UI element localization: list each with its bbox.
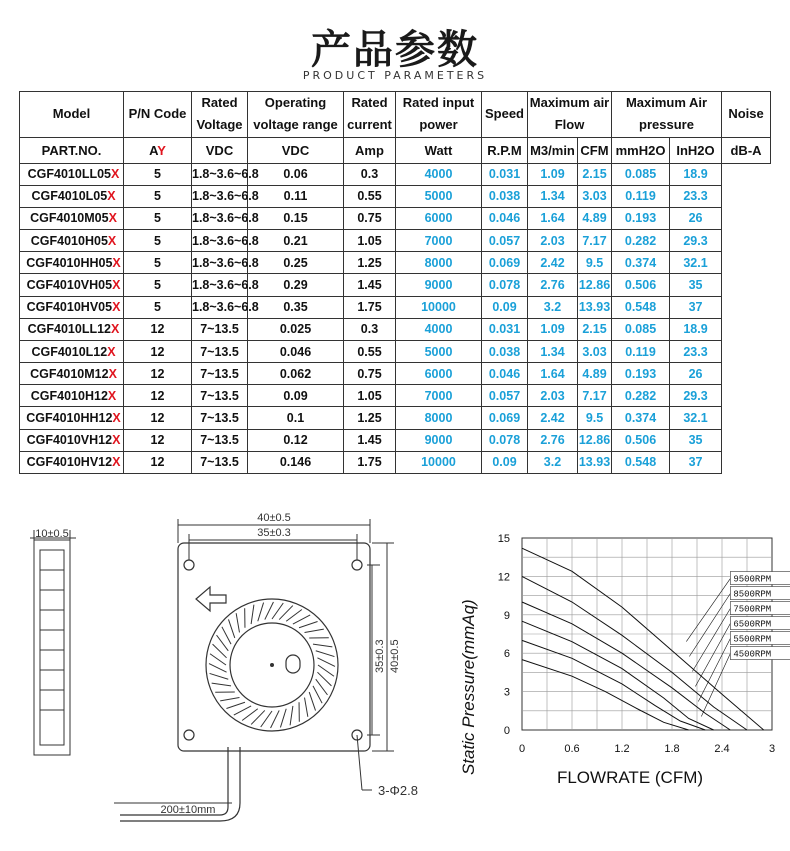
unit-m3min: M3/min [528, 137, 578, 163]
fan-blade [251, 605, 254, 624]
legend-leader [701, 654, 730, 717]
table-row [20, 185, 771, 207]
model-suffix: X [107, 189, 116, 204]
pressure-inh2o-cell: 0.506 [612, 274, 670, 296]
height-outer-label: 40±0.5 [389, 639, 401, 673]
unit-watt: Watt [396, 137, 482, 163]
current-cell: 0.146 [248, 451, 344, 473]
model-suffix: X [112, 255, 121, 270]
fan-blade [309, 692, 315, 711]
noise-cell: 23.3 [670, 340, 722, 362]
power-cell: 1.25 [344, 252, 396, 274]
x-tick-label: 3 [768, 743, 776, 755]
chart-series [522, 548, 764, 730]
fan-blade [316, 679, 328, 695]
header-operating-voltage: Operating voltage range [248, 92, 344, 138]
model-cell [20, 207, 124, 229]
pressure-mmh2o-cell: 4.89 [578, 207, 612, 229]
model-name: CGF4010HH05 [26, 255, 113, 270]
model-name: CGF4010HV05 [26, 300, 113, 315]
pressure-mmh2o-cell: 3.03 [578, 185, 612, 207]
side-view [30, 530, 76, 755]
power-cell: 0.55 [344, 340, 396, 362]
holes-label: 3-Φ2.8 [378, 783, 419, 798]
fan-blade [236, 613, 239, 632]
voltage-range-cell: 7~13.5 [192, 385, 248, 407]
airflow-m3-cell: 0.046 [482, 207, 528, 229]
airflow-m3-cell: 0.09 [482, 451, 528, 473]
power-cell: 0.55 [344, 185, 396, 207]
pressure-inh2o-cell: 0.085 [612, 318, 670, 340]
pressure-mmh2o-cell: 13.93 [578, 296, 612, 318]
legend-label: 5500RPM [733, 634, 772, 645]
voltage-cell: 12 [124, 451, 192, 473]
front-view [120, 543, 370, 821]
airflow-cfm-cell: 1.09 [528, 163, 578, 185]
chart-ylabel: Static Pressure(mmAq) [459, 599, 478, 775]
pq-chart [430, 520, 785, 820]
voltage-range-cell: 1.8~3.6~6.8 [192, 296, 248, 318]
model-suffix: X [111, 322, 120, 337]
page-subtitle: PRODUCT PARAMETERS [302, 69, 488, 82]
power-cell: 1.25 [344, 407, 396, 429]
voltage-range-cell: 7~13.5 [192, 340, 248, 362]
model-name: CGF4010L12 [31, 344, 108, 359]
noise-cell: 35 [670, 274, 722, 296]
airflow-cfm-cell: 1.09 [528, 318, 578, 340]
noise-cell: 18.9 [670, 318, 722, 340]
table-row [20, 429, 771, 451]
speed-cell: 6000 [396, 363, 482, 385]
pressure-inh2o-cell: 0.548 [612, 296, 670, 318]
legend-leader [686, 579, 730, 642]
unit-dba: dB-A [722, 137, 771, 163]
fan-blade [316, 651, 335, 657]
unit-part-no: PART.NO. [20, 137, 124, 163]
voltage-cell: 5 [124, 163, 192, 185]
current-cell: 0.09 [248, 385, 344, 407]
noise-cell: 37 [670, 451, 722, 473]
fan-blade [242, 709, 258, 721]
model-suffix: X [107, 388, 117, 403]
pressure-inh2o-cell: 0.193 [612, 363, 670, 385]
current-cell: 0.062 [248, 363, 344, 385]
airflow-m3-cell: 0.069 [482, 407, 528, 429]
model-cell [20, 230, 124, 252]
fan-blade [258, 603, 264, 622]
chart-legend [686, 572, 790, 717]
model-suffix: X [108, 211, 117, 226]
voltage-range-cell: 1.8~3.6~6.8 [192, 207, 248, 229]
model-cell [20, 318, 124, 340]
voltage-cell: 12 [124, 429, 192, 451]
current-cell: 0.11 [248, 185, 344, 207]
model-name: CGF4010L05 [31, 189, 108, 204]
voltage-cell: 12 [124, 318, 192, 340]
table-row [20, 296, 771, 318]
fan-blade [226, 702, 245, 708]
pressure-inh2o-cell: 0.548 [612, 451, 670, 473]
unit-row [20, 137, 771, 163]
pressure-inh2o-cell: 0.506 [612, 429, 670, 451]
model-cell [20, 429, 124, 451]
fan-blade [305, 698, 308, 717]
fan-blade [210, 673, 229, 679]
voltage-range-cell: 7~13.5 [192, 429, 248, 451]
pressure-inh2o-cell: 0.119 [612, 185, 670, 207]
pressure-inh2o-cell: 0.085 [612, 163, 670, 185]
airflow-cfm-cell: 2.03 [528, 385, 578, 407]
speed-cell: 8000 [396, 252, 482, 274]
power-cell: 1.75 [344, 451, 396, 473]
airflow-m3-cell: 0.031 [482, 163, 528, 185]
pressure-inh2o-cell: 0.193 [612, 207, 670, 229]
model-suffix: X [112, 433, 121, 448]
header-pn-code: P/N Code [124, 92, 192, 138]
power-cell: 1.45 [344, 274, 396, 296]
pressure-mmh2o-cell: 13.93 [578, 451, 612, 473]
header-rated-power: Rated input power [396, 92, 482, 138]
noise-cell: 26 [670, 207, 722, 229]
airflow-m3-cell: 0.038 [482, 340, 528, 362]
fan-blade [290, 706, 293, 725]
voltage-range-cell: 7~13.5 [192, 318, 248, 340]
unit-cfm: CFM [578, 137, 612, 163]
legend-leader [698, 639, 730, 702]
pressure-mmh2o-cell: 12.86 [578, 429, 612, 451]
chart-xlabel: FLOWRATE (CFM) [556, 768, 704, 787]
unit-mmh2o: mmH2O [612, 137, 670, 163]
legend-label: 4500RPM [733, 649, 772, 660]
pressure-mmh2o-cell: 9.5 [578, 252, 612, 274]
current-cell: 0.35 [248, 296, 344, 318]
fan-blade [305, 629, 324, 632]
unit-vdc: VDC [192, 137, 248, 163]
pressure-inh2o-cell: 0.374 [612, 407, 670, 429]
noise-cell: 29.3 [670, 230, 722, 252]
pressure-mmh2o-cell: 7.17 [578, 385, 612, 407]
fan-blade [220, 698, 239, 701]
power-cell: 1.05 [344, 385, 396, 407]
power-cell: 0.75 [344, 207, 396, 229]
noise-cell: 37 [670, 296, 722, 318]
pressure-mmh2o-cell: 2.15 [578, 318, 612, 340]
airflow-cfm-cell: 1.64 [528, 207, 578, 229]
speed-cell: 8000 [396, 407, 482, 429]
model-suffix: X [108, 366, 117, 381]
model-suffix: X [111, 167, 120, 182]
noise-cell: 26 [670, 363, 722, 385]
speed-cell: 9000 [396, 274, 482, 296]
model-cell [20, 296, 124, 318]
airflow-m3-cell: 0.057 [482, 230, 528, 252]
voltage-range-cell: 7~13.5 [192, 407, 248, 429]
airflow-cfm-cell: 2.76 [528, 429, 578, 451]
current-cell: 0.025 [248, 318, 344, 340]
speed-cell: 5000 [396, 185, 482, 207]
voltage-cell: 5 [124, 274, 192, 296]
x-tick-label: 2.4 [714, 743, 730, 755]
model-cell [20, 385, 124, 407]
voltage-cell: 5 [124, 185, 192, 207]
pn-code-a: A [149, 142, 158, 158]
unit-inh2o: InH2O [670, 137, 722, 163]
header-noise: Noise [722, 92, 771, 138]
airflow-m3-cell: 0.031 [482, 318, 528, 340]
speed-cell: 4000 [396, 163, 482, 185]
spec-table [19, 91, 771, 474]
model-name: CGF4010LL12 [27, 322, 112, 337]
y-tick-label: 12 [497, 571, 510, 584]
model-suffix: X [107, 344, 116, 359]
model-name: CGF4010H05 [30, 233, 108, 248]
airflow-cfm-cell: 2.42 [528, 252, 578, 274]
header-max-airflow: Maximum air Flow [528, 92, 612, 138]
airflow-m3-cell: 0.069 [482, 252, 528, 274]
model-cell [20, 407, 124, 429]
fan-blade [228, 619, 234, 638]
header-row [20, 92, 771, 138]
pressure-mmh2o-cell: 7.17 [578, 230, 612, 252]
noise-cell: 29.3 [670, 385, 722, 407]
speed-cell: 7000 [396, 385, 482, 407]
current-cell: 0.12 [248, 429, 344, 451]
model-suffix: X [112, 455, 121, 470]
airflow-m3-cell: 0.038 [482, 185, 528, 207]
power-cell: 0.3 [344, 163, 396, 185]
wire-length-label: 200±10mm [160, 804, 216, 816]
fan-blade [299, 621, 318, 627]
current-cell: 0.046 [248, 340, 344, 362]
voltage-cell: 12 [124, 407, 192, 429]
airflow-cfm-cell: 1.34 [528, 185, 578, 207]
legend-leader [695, 624, 730, 687]
speed-cell: 6000 [396, 207, 482, 229]
model-suffix: X [112, 277, 121, 292]
airflow-cfm-cell: 2.03 [528, 230, 578, 252]
airflow-m3-cell: 0.046 [482, 363, 528, 385]
voltage-range-cell: 1.8~3.6~6.8 [192, 230, 248, 252]
y-tick-label: 15 [497, 533, 510, 545]
power-cell: 0.3 [344, 318, 396, 340]
pn-code-y: Y [157, 142, 166, 158]
legend-label: 7500RPM [733, 604, 772, 615]
table-row [20, 318, 771, 340]
table-row [20, 163, 771, 185]
model-name: CGF4010M05 [30, 211, 109, 226]
pn-code-cell [124, 137, 192, 163]
dimension-drawing [0, 495, 440, 835]
series-line-9500rpm [522, 548, 764, 730]
fan-blade [212, 683, 231, 686]
model-cell [20, 274, 124, 296]
header-rated-voltage: Rated Voltage [192, 92, 248, 138]
series-line-6500rpm [522, 621, 714, 730]
legend-label: 8500RPM [733, 589, 772, 600]
table-row [20, 207, 771, 229]
speed-cell: 10000 [396, 451, 482, 473]
legend-label: 9500RPM [733, 574, 772, 585]
voltage-cell: 5 [124, 230, 192, 252]
voltage-cell: 12 [124, 340, 192, 362]
fan-blade [222, 627, 231, 644]
airflow-cfm-cell: 2.76 [528, 274, 578, 296]
header-model: Model [20, 92, 124, 138]
power-cell: 1.05 [344, 230, 396, 252]
model-name: CGF4010LL05 [27, 167, 112, 182]
voltage-cell: 5 [124, 207, 192, 229]
speed-cell: 9000 [396, 429, 482, 451]
voltage-range-cell: 7~13.5 [192, 451, 248, 473]
thickness-label: 10±0.5 [35, 528, 69, 540]
x-tick-label: 0.6 [564, 743, 580, 755]
voltage-cell: 12 [124, 363, 192, 385]
airflow-cfm-cell: 1.64 [528, 363, 578, 385]
legend-leader [689, 594, 730, 657]
model-name: CGF4010VH12 [26, 433, 113, 448]
airflow-cfm-cell: 1.34 [528, 340, 578, 362]
model-cell [20, 252, 124, 274]
height-holes-label: 35±0.3 [374, 639, 386, 673]
x-tick-label: 1.2 [614, 743, 630, 755]
model-cell [20, 451, 124, 473]
noise-cell: 23.3 [670, 185, 722, 207]
speed-cell: 5000 [396, 340, 482, 362]
table-row [20, 230, 771, 252]
pressure-mmh2o-cell: 3.03 [578, 340, 612, 362]
x-tick-label: 0 [518, 743, 526, 755]
model-name: CGF4010M12 [30, 366, 109, 381]
airflow-cfm-cell: 3.2 [528, 451, 578, 473]
speed-cell: 4000 [396, 318, 482, 340]
y-tick-label: 0 [503, 725, 510, 737]
table-row [20, 407, 771, 429]
unit-amp: Amp [344, 137, 396, 163]
airflow-m3-cell: 0.09 [482, 296, 528, 318]
current-cell: 0.25 [248, 252, 344, 274]
y-tick-label: 3 [503, 686, 510, 699]
airflow-cfm-cell: 3.2 [528, 296, 578, 318]
fan-blade [280, 709, 286, 728]
fan-blade [271, 710, 280, 728]
fan-blade [217, 635, 229, 651]
table-row [20, 340, 771, 362]
hub-center [270, 663, 274, 667]
airflow-cfm-cell: 2.42 [528, 407, 578, 429]
pressure-inh2o-cell: 0.119 [612, 340, 670, 362]
voltage-range-cell: 1.8~3.6~6.8 [192, 185, 248, 207]
model-suffix: X [112, 300, 121, 315]
voltage-range-cell: 1.8~3.6~6.8 [192, 163, 248, 185]
airflow-m3-cell: 0.057 [482, 385, 528, 407]
current-cell: 0.29 [248, 274, 344, 296]
x-tick-label: 1.8 [664, 743, 680, 755]
airflow-m3-cell: 0.078 [482, 274, 528, 296]
noise-cell: 32.1 [670, 407, 722, 429]
noise-cell: 35 [670, 429, 722, 451]
voltage-cell: 12 [124, 385, 192, 407]
voltage-cell: 5 [124, 252, 192, 274]
model-name: CGF4010H12 [30, 388, 108, 403]
header-max-pressure: Maximum Air pressure [612, 92, 722, 138]
legend-leader [692, 609, 730, 672]
voltage-cell: 5 [124, 296, 192, 318]
header-rated-current: Rated current [344, 92, 396, 138]
fan-blade [265, 602, 274, 620]
voltage-range-cell: 1.8~3.6~6.8 [192, 252, 248, 274]
voltage-range-cell: 1.8~3.6~6.8 [192, 274, 248, 296]
series-line-5500rpm [522, 640, 705, 730]
table-row [20, 451, 771, 473]
y-tick-label: 9 [503, 609, 510, 622]
unit-vdc-range: VDC [248, 137, 344, 163]
table-row [20, 274, 771, 296]
pressure-inh2o-cell: 0.282 [612, 385, 670, 407]
model-name: CGF4010HH12 [26, 411, 113, 426]
fan-blade [209, 664, 227, 673]
legend-label: 6500RPM [733, 619, 772, 630]
model-cell [20, 185, 124, 207]
pressure-mmh2o-cell: 4.89 [578, 363, 612, 385]
model-cell [20, 363, 124, 385]
dimension-lines [114, 519, 394, 803]
model-name: CGF4010VH05 [26, 277, 113, 292]
model-suffix: X [107, 233, 117, 248]
fan-blade [313, 686, 322, 703]
width-outer-label: 40±0.5 [257, 512, 291, 524]
table-row [20, 252, 771, 274]
model-name: CGF4010HV12 [26, 455, 113, 470]
current-cell: 0.15 [248, 207, 344, 229]
page-title: 产品参数 [311, 27, 479, 73]
table-row [20, 385, 771, 407]
power-cell: 0.75 [344, 363, 396, 385]
pressure-inh2o-cell: 0.374 [612, 252, 670, 274]
header-speed: Speed [482, 92, 528, 138]
y-tick-label: 6 [503, 648, 510, 661]
fan-blade [313, 644, 332, 647]
power-cell: 1.45 [344, 429, 396, 451]
model-cell [20, 340, 124, 362]
model-cell [20, 163, 124, 185]
voltage-range-cell: 7~13.5 [192, 363, 248, 385]
current-cell: 0.1 [248, 407, 344, 429]
fan-blade [317, 658, 335, 667]
table-row [20, 363, 771, 385]
pressure-mmh2o-cell: 12.86 [578, 274, 612, 296]
pressure-mmh2o-cell: 9.5 [578, 407, 612, 429]
current-cell: 0.06 [248, 163, 344, 185]
power-cell: 1.75 [344, 296, 396, 318]
speed-cell: 10000 [396, 296, 482, 318]
noise-cell: 18.9 [670, 163, 722, 185]
model-suffix: X [112, 411, 121, 426]
fan-blade [286, 610, 302, 622]
pressure-mmh2o-cell: 2.15 [578, 163, 612, 185]
width-holes-label: 35±0.3 [257, 527, 291, 539]
speed-cell: 7000 [396, 230, 482, 252]
noise-cell: 32.1 [670, 252, 722, 274]
unit-rpm: R.P.M [482, 137, 528, 163]
pressure-inh2o-cell: 0.282 [612, 230, 670, 252]
airflow-m3-cell: 0.078 [482, 429, 528, 451]
fan-blade [234, 706, 251, 715]
current-cell: 0.21 [248, 230, 344, 252]
fan-blade [293, 615, 310, 624]
